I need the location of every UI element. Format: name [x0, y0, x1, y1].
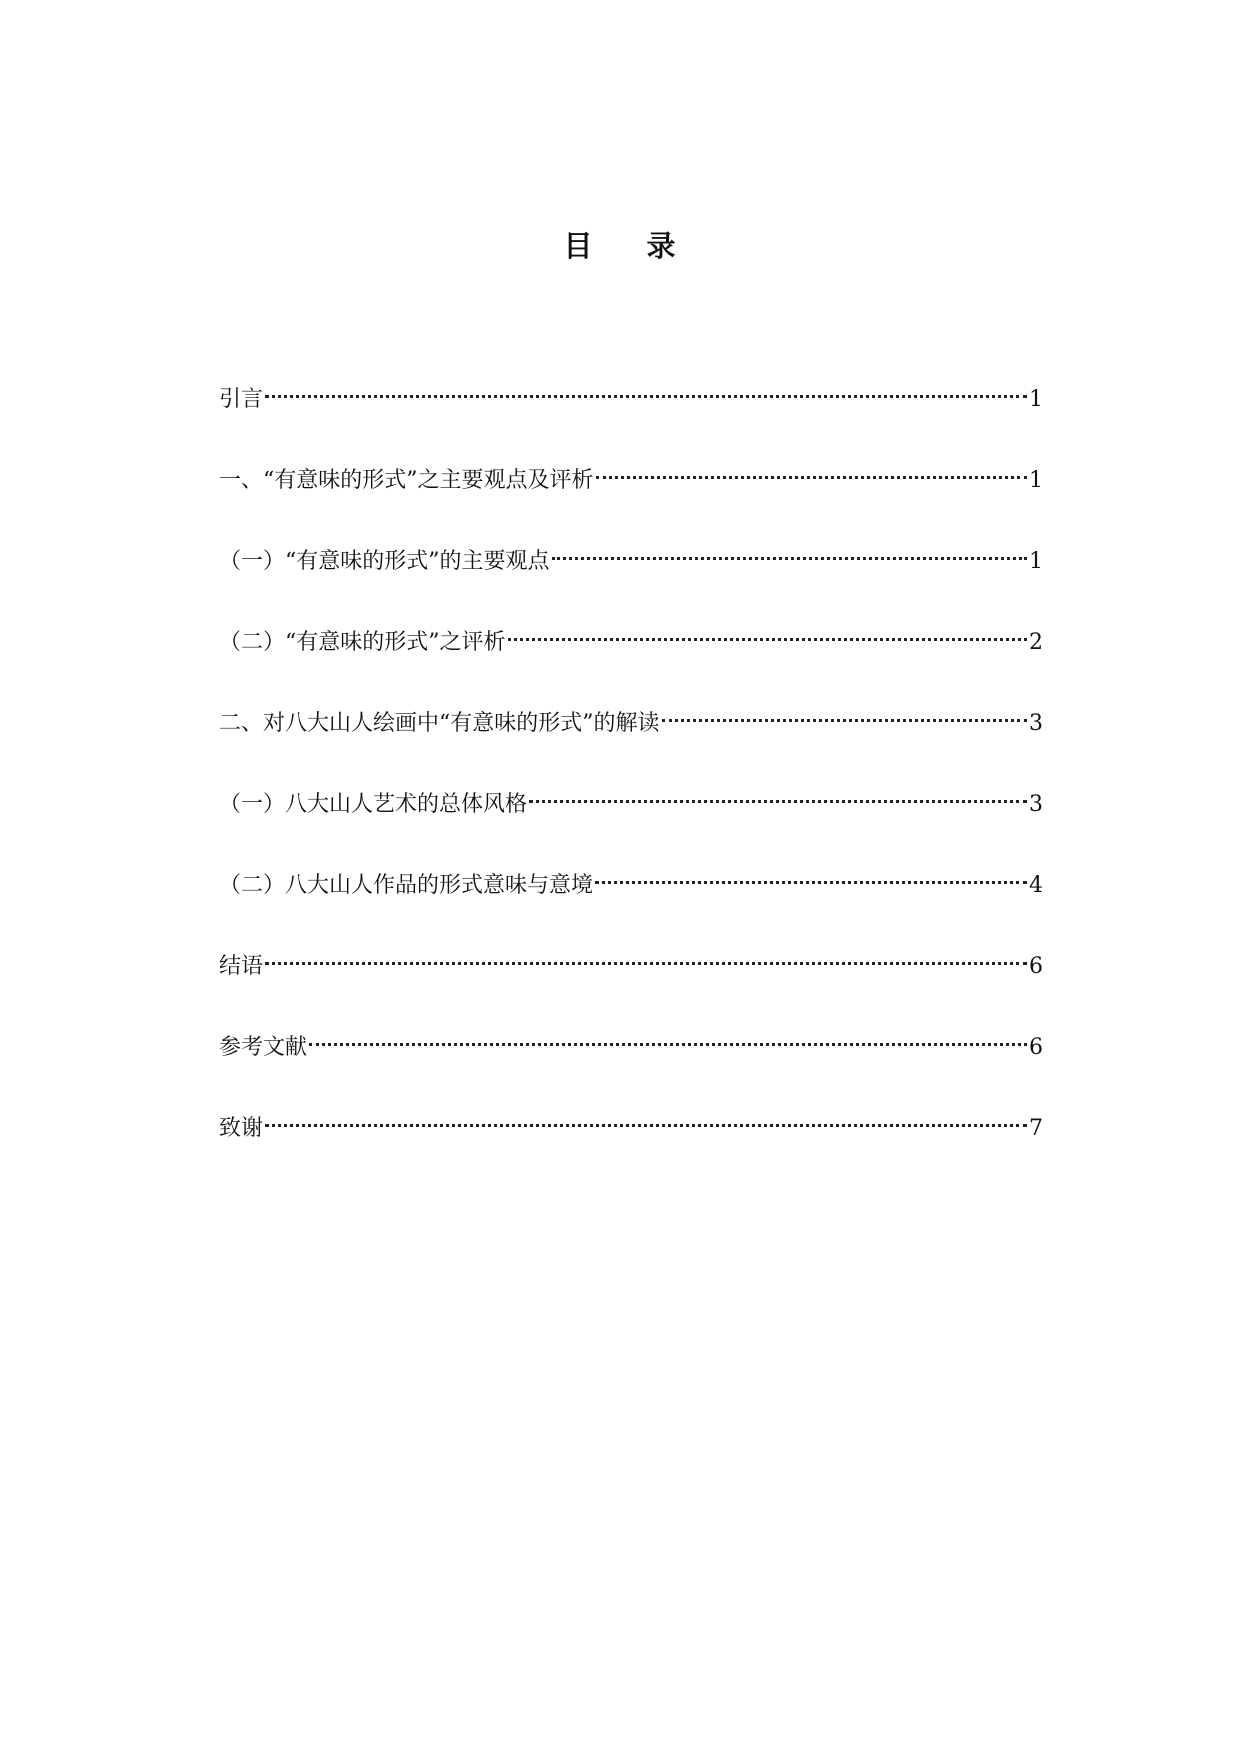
toc-entry[interactable] — [219, 461, 1043, 542]
toc-entry-page: 6 — [1029, 954, 1043, 979]
toc-leader-dots — [596, 476, 1028, 479]
toc-entry-label: 二、对八大山人绘画中“有意味的形式”的解读 — [219, 711, 660, 736]
toc-entry-label: 引言 — [219, 387, 264, 412]
toc-entry-page: 3 — [1029, 792, 1043, 817]
toc-entry-label: 参考文献 — [219, 1035, 308, 1060]
toc-entry-page: 3 — [1029, 711, 1043, 736]
toc-entry-label: 结语 — [219, 954, 264, 979]
toc-leader-dots — [265, 1124, 1027, 1127]
page-title — [0, 226, 1241, 266]
toc-leader-dots — [508, 638, 1028, 641]
toc-entry-page: 6 — [1029, 1035, 1043, 1060]
toc-entry-label: （二）“有意味的形式”之评析 — [219, 630, 506, 655]
toc-entry-label: （二）八大山人作品的形式意味与意境 — [219, 873, 594, 898]
toc-entry-page: 1 — [1029, 387, 1043, 412]
toc-leader-dots — [552, 557, 1028, 560]
toc-entry-page: 4 — [1029, 873, 1043, 898]
table-of-contents — [219, 380, 1043, 1190]
toc-entry-page: 7 — [1029, 1116, 1043, 1141]
toc-leader-dots — [309, 1043, 1027, 1046]
toc-entry-page: 2 — [1029, 630, 1043, 655]
toc-entry-label: 一、“有意味的形式”之主要观点及评析 — [219, 468, 594, 493]
toc-leader-dots — [662, 719, 1028, 722]
toc-leader-dots — [265, 962, 1027, 965]
toc-entry-page: 1 — [1029, 549, 1043, 574]
toc-entry-page: 1 — [1029, 468, 1043, 493]
title-char-2: 录 — [646, 229, 678, 263]
toc-leader-dots — [529, 800, 1027, 803]
toc-entry[interactable] — [219, 1109, 1043, 1190]
toc-entry[interactable] — [219, 1028, 1043, 1109]
toc-entry[interactable] — [219, 380, 1043, 461]
toc-entry[interactable] — [219, 623, 1043, 704]
toc-entry-label: 致谢 — [219, 1116, 264, 1141]
toc-leader-dots — [265, 395, 1027, 398]
title-char-1: 目 — [563, 229, 595, 263]
toc-entry[interactable] — [219, 542, 1043, 623]
toc-entry[interactable] — [219, 947, 1043, 1028]
toc-entry[interactable] — [219, 704, 1043, 785]
toc-entry[interactable] — [219, 866, 1043, 947]
toc-entry[interactable] — [219, 785, 1043, 866]
toc-entry-label: （一）八大山人艺术的总体风格 — [219, 792, 528, 817]
toc-leader-dots — [595, 881, 1027, 884]
toc-entry-label: （一）“有意味的形式”的主要观点 — [219, 549, 550, 574]
